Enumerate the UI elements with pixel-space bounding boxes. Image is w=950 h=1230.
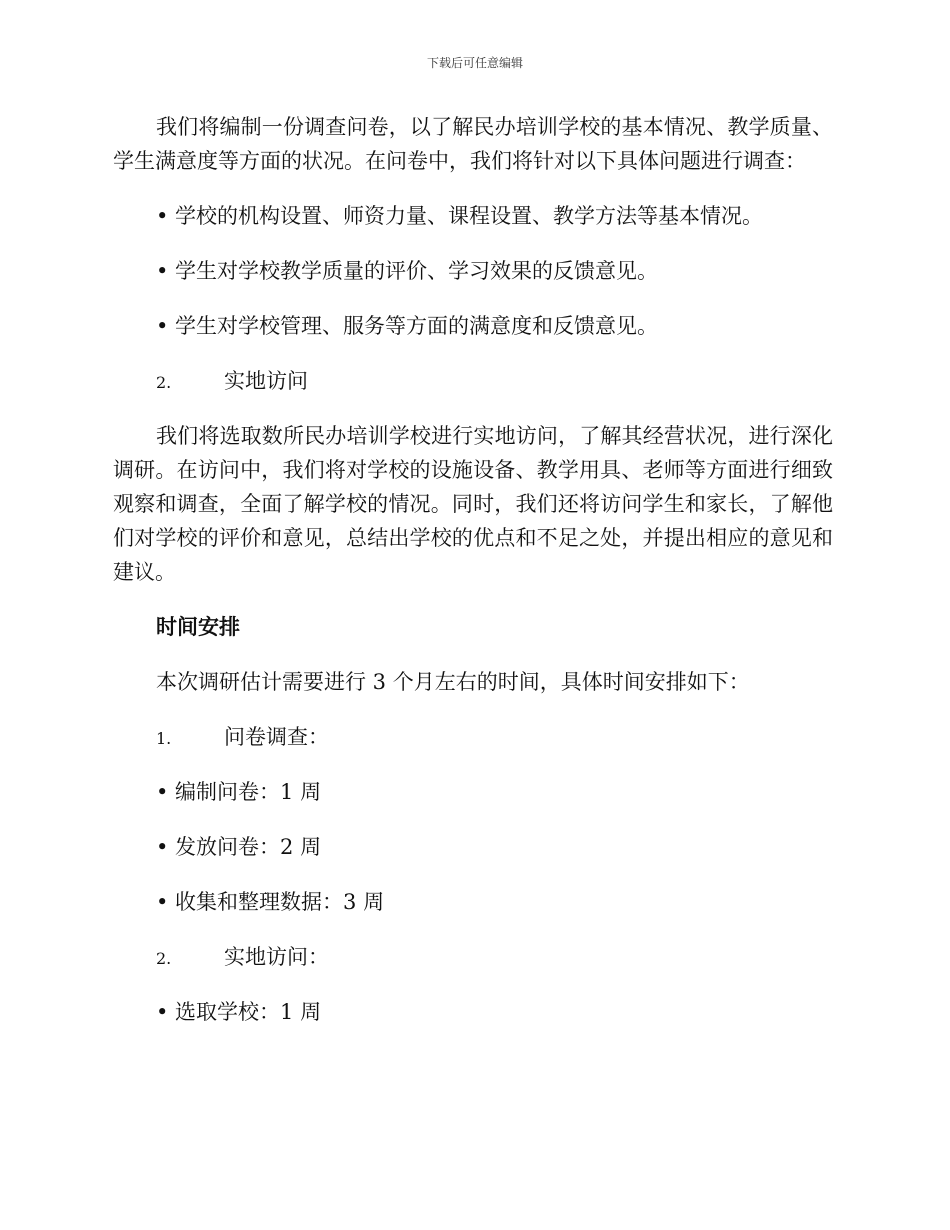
page-header: 下载后可任意编辑 bbox=[426, 56, 523, 70]
bullet-item: • 学生对学校教学质量的评价、学习效果的反馈意见。 bbox=[156, 259, 659, 283]
bullet-item: • 学校的机构设置、师资力量、课程设置、教学方法等基本情况。 bbox=[156, 204, 764, 228]
document-body bbox=[113, 110, 833, 1050]
bullet-item: • 选取学校：1 周 bbox=[156, 1000, 322, 1024]
item-label: 实地访问： bbox=[224, 945, 329, 969]
item-number: 2. bbox=[156, 949, 172, 968]
item-label: 实地访问 bbox=[224, 369, 308, 393]
numbered-item-visit bbox=[113, 364, 833, 398]
paragraph-schedule-intro: 本次调研估计需要进行 3 个月左右的时间，具体时间安排如下： bbox=[156, 670, 750, 694]
bullet-item: • 编制问卷：1 周 bbox=[156, 780, 322, 804]
numbered-item-visit-schedule bbox=[113, 940, 833, 974]
bullet-item: • 学生对学校管理、服务等方面的满意度和反馈意见。 bbox=[156, 314, 659, 338]
numbered-item-survey-schedule bbox=[113, 720, 833, 754]
item-number: 2. bbox=[156, 373, 172, 392]
item-label: 问卷调查： bbox=[224, 725, 329, 749]
bullet-item: • 收集和整理数据：3 周 bbox=[156, 890, 385, 914]
section-heading-schedule: 时间安排 bbox=[156, 614, 240, 639]
bullet-item: • 发放问卷：2 周 bbox=[156, 835, 322, 859]
paragraph-visit: 我们将选取数所民办培训学校进行实地访问，了解其经营状况，进行深化调研。在访问中，我们将对学校的设施设备、教学用具、老师等方面进行细致观察和调查，全面了解学校的情况。同时，我们还将访问学生和家长，了解他们对学校的评价和意见，总结出学校的优点和不足之处，并提出相应的意见和建议。 bbox=[113, 424, 833, 584]
item-number: 1. bbox=[156, 729, 172, 748]
paragraph-survey-intro: 我们将编制一份调查问卷，以了解民办培训学校的基本情况、教学质量、学生满意度等方面的状况。在问卷中，我们将针对以下具体问题进行调查： bbox=[113, 115, 833, 173]
